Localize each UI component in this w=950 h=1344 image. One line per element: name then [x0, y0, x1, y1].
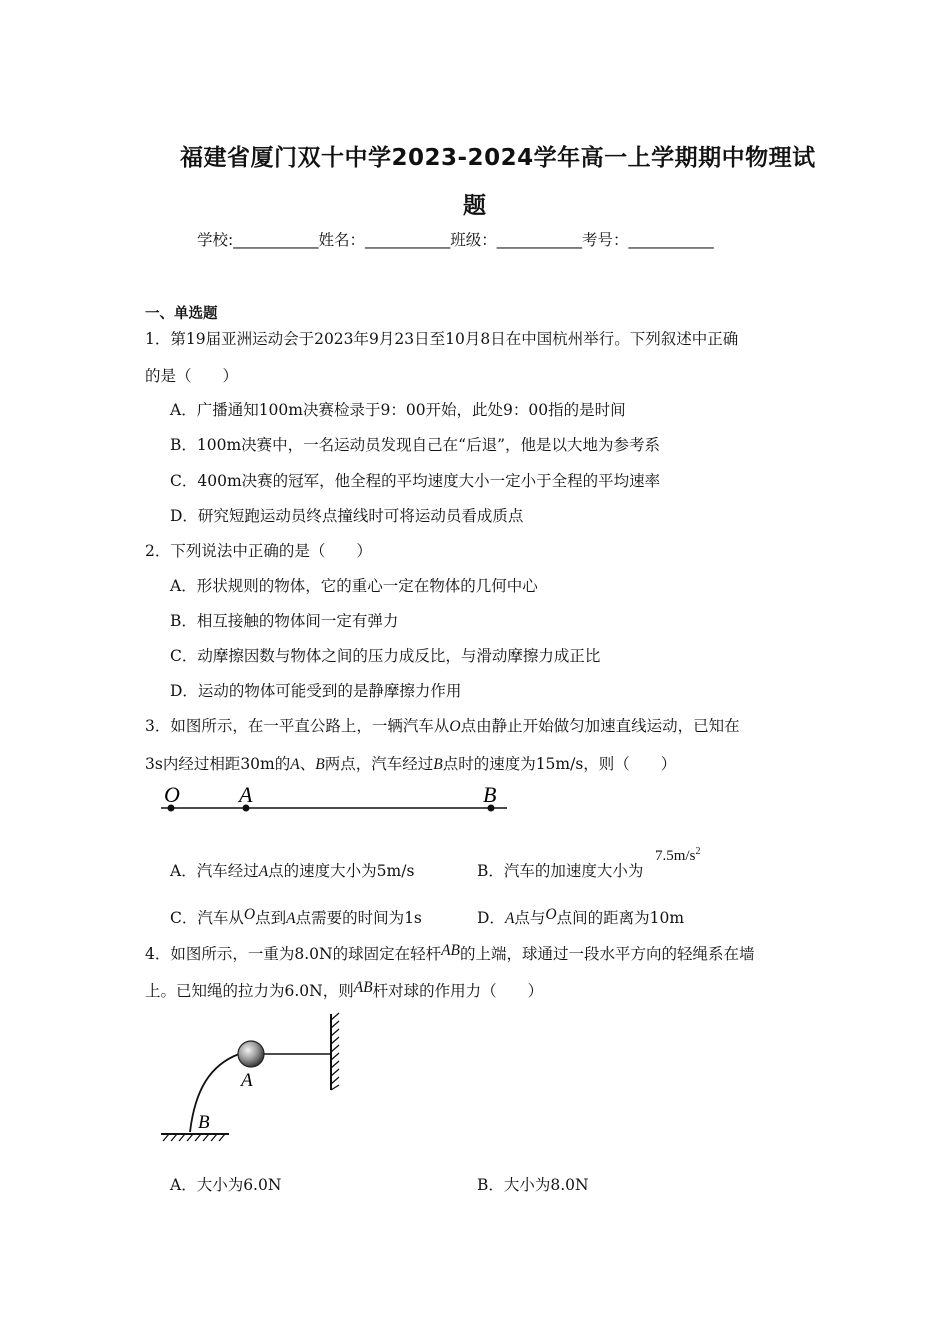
question-1-option-c: C．400m决赛的冠军，他全程的平均速度大小一定小于全程的平均速率 [170, 472, 661, 490]
section-heading: 一、单选题 [145, 306, 218, 322]
ball [238, 1041, 264, 1067]
page-title-continued: 题 [463, 193, 487, 219]
question-4-option-a: A．大小为6.0N [170, 1176, 282, 1194]
label-a: A [239, 782, 253, 807]
question-1-option-a: A．广播通知100m决赛检录于9：00开始，此处9：00指的是时间 [170, 401, 626, 419]
wall-hatch [331, 1013, 339, 1090]
question-1-stem-cont: 的是（ ） [145, 367, 239, 385]
label-b: B [198, 1112, 210, 1133]
question-3-option-b: B．汽车的加速度大小为 [477, 862, 644, 880]
label-b: B [483, 782, 497, 807]
question-3-option-c: C．汽车从O点到A点需要的时间为1s [170, 906, 422, 927]
question-3-stem: 3．如图所示，在一平直公路上，一辆汽车从O点由静止开始做匀加速直线运动，已知在 [145, 717, 740, 735]
question-1-stem: 1．第19届亚洲运动会于2023年9月23日至10月8日在中国杭州举行。下列叙述中正确 [145, 330, 739, 348]
point-o-symbol: O [449, 718, 461, 735]
label-o: O [164, 782, 180, 807]
question-2-option-b: B．相互接触的物体间一定有弹力 [170, 612, 399, 630]
acceleration-value: $7.5m/s^2$ [655, 846, 701, 864]
question-1-option-d: D．研究短跑运动员终点撞线时可将运动员看成质点 [170, 507, 524, 525]
label-a: A [241, 1070, 253, 1091]
question-2-stem: 2．下列说法中正确的是（ ） [145, 542, 372, 560]
student-info-line: 学校:___________姓名：___________班级：___________考号：___________ [197, 231, 714, 249]
question-2-option-c: C．动摩擦因数与物体之间的压力成反比，与滑动摩擦力成正比 [170, 647, 601, 665]
ground-hatch [163, 1134, 225, 1141]
question-3-stem-cont: 3s内经过相距30m的A、B两点，汽车经过B点时的速度为15m/s，则（ ） [145, 755, 677, 773]
page-title: 福建省厦门双十中学2023-2024学年高一上学期期中物理试 [180, 145, 816, 171]
question-3-option-a: A．汽车经过A点的速度大小为5m/s [170, 862, 415, 880]
question-3-figure [155, 780, 515, 820]
question-1-option-b: B．100m决赛中，一名运动员发现自己在“后退”，他是以大地为参考系 [170, 436, 661, 454]
question-4-figure [155, 1010, 355, 1145]
question-4-stem: 4．如图所示，一重为8.0N的球固定在轻杆AB的上端，球通过一段水平方向的轻绳系在墙 [145, 942, 755, 963]
question-3-option-d: D．A点与O点间的距离为10m [477, 906, 685, 927]
question-2-option-a: A．形状规则的物体，它的重心一定在物体的几何中心 [170, 577, 538, 595]
question-2-option-d: D．运动的物体可能受到的是静摩擦力作用 [170, 682, 462, 700]
question-4-option-b: B．大小为8.0N [477, 1176, 589, 1194]
question-4-stem-cont: 上。已知绳的拉力为6.0N，则AB杆对球的作用力（ ） [145, 979, 544, 1000]
